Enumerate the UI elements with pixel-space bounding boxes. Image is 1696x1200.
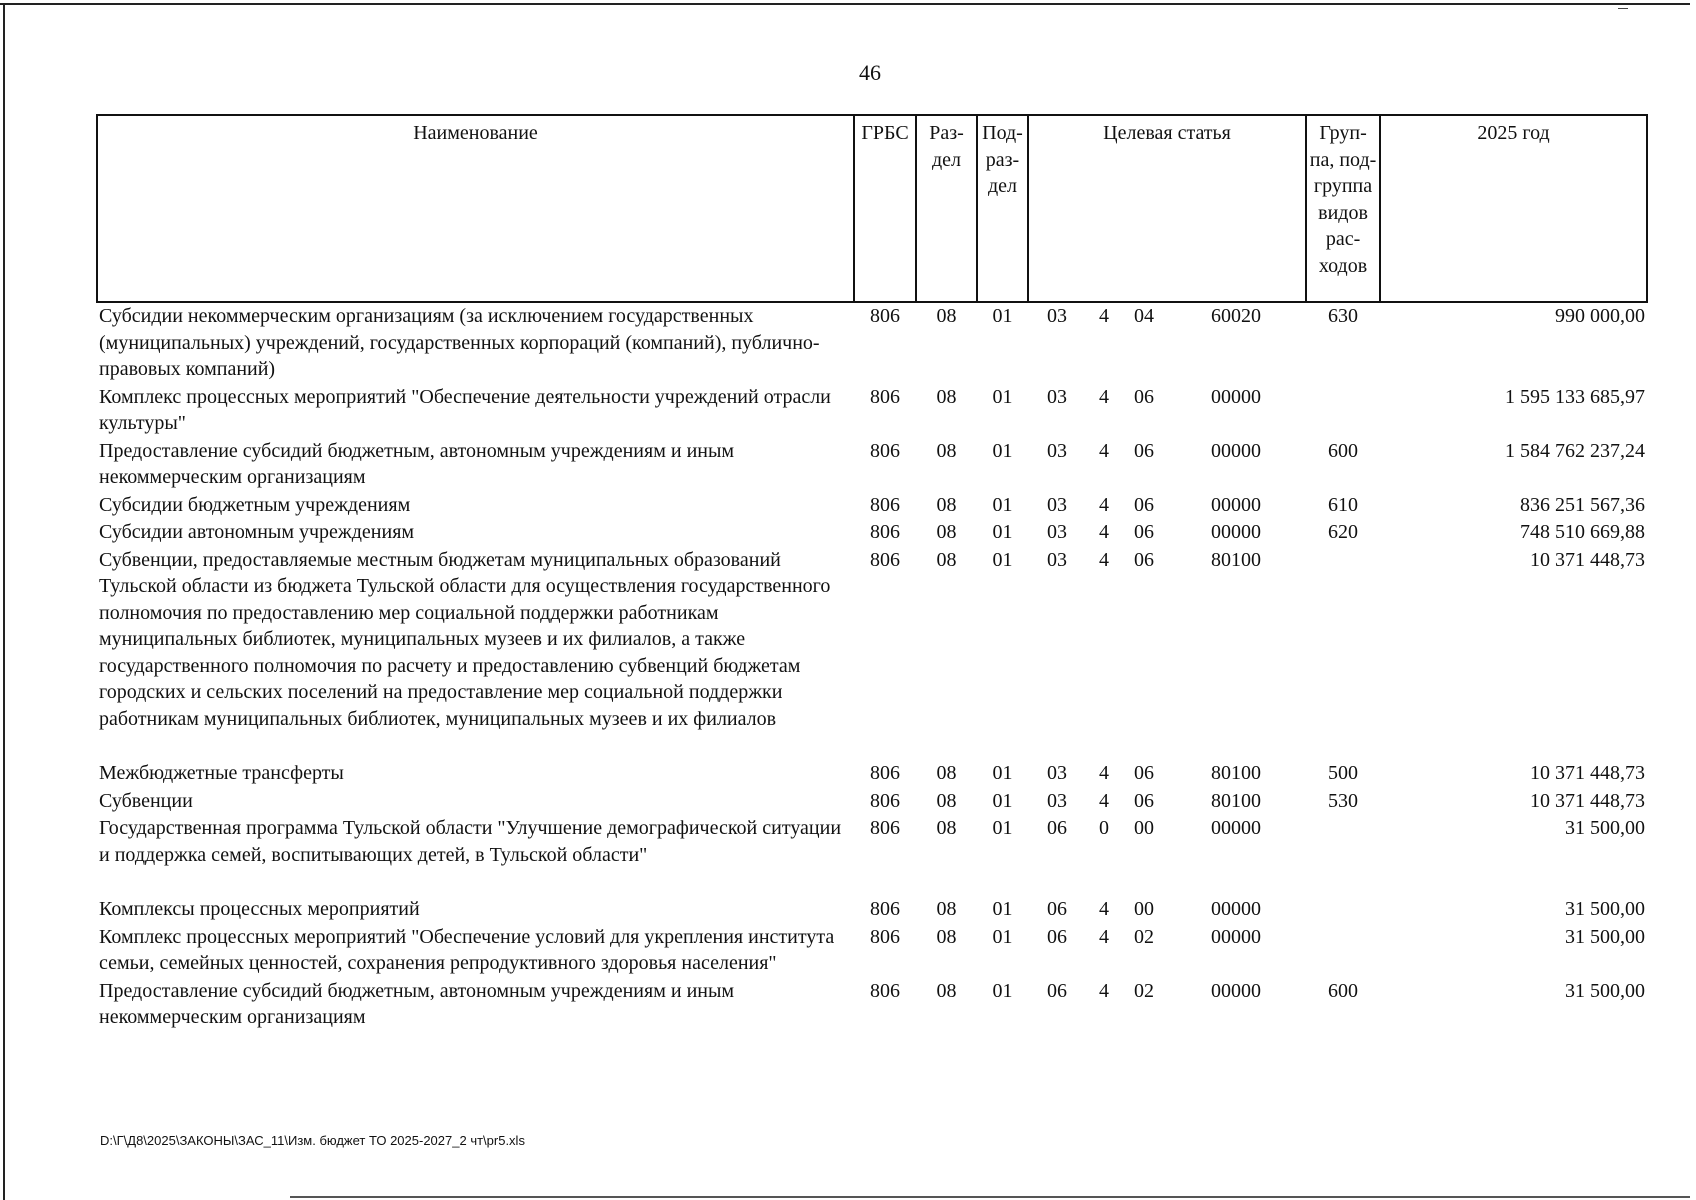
row-expense-group [1306, 547, 1380, 761]
row-name: Субвенции [99, 789, 193, 812]
row-target-direction: 00000 [1211, 898, 1262, 920]
header-grbs: ГРБС [854, 115, 916, 302]
row-grbs: 806 [870, 789, 900, 812]
row-expense-group [1306, 815, 1380, 896]
row-expense-group: 610 [1328, 493, 1359, 516]
row-name: Предоставление субсидий бюджетным, автономным учреждениям и иным некоммерческим организациям [99, 979, 735, 1028]
row-amount: 31 500,00 [1565, 979, 1646, 1002]
page-number: 46 [859, 60, 881, 85]
row-grbs: 806 [870, 979, 900, 1002]
row-target-direction: 00000 [1211, 817, 1262, 839]
row-target-subprogram: 06 [1134, 789, 1154, 812]
row-target-program: 03 [1047, 439, 1067, 462]
row-razdel: 08 [936, 817, 957, 839]
row-amount: 10 371 448,73 [1530, 548, 1646, 571]
row-target-program: 03 [1047, 385, 1067, 408]
row-razdel: 08 [936, 385, 957, 408]
row-expense-group: 620 [1328, 521, 1359, 543]
table-row [97, 519, 1647, 547]
table-row [97, 978, 1647, 1032]
row-expense-group: 500 [1328, 762, 1359, 784]
row-target-program: 06 [1047, 898, 1067, 920]
row-target-type: 4 [1099, 898, 1109, 920]
row-target-program: 03 [1047, 789, 1067, 812]
row-podrazdel: 01 [992, 493, 1013, 516]
table-row [97, 788, 1647, 816]
row-podrazdel: 01 [992, 521, 1013, 543]
table-row [97, 384, 1647, 438]
header-row [97, 115, 1647, 302]
row-podrazdel: 01 [992, 305, 1013, 327]
table-row [97, 302, 1647, 384]
row-grbs: 806 [870, 439, 900, 462]
row-podrazdel: 01 [992, 385, 1013, 408]
row-razdel: 08 [936, 979, 957, 1002]
row-target-direction: 00000 [1211, 979, 1262, 1002]
row-target-subprogram: 06 [1134, 439, 1154, 462]
row-target-type: 4 [1099, 521, 1109, 543]
row-target-direction: 00000 [1211, 385, 1262, 408]
row-target-type: 4 [1099, 493, 1109, 516]
row-grbs: 806 [870, 817, 900, 839]
row-name: Субсидии автономным учреждениям [99, 521, 415, 543]
row-target-subprogram: 06 [1134, 385, 1154, 408]
row-target-subprogram: 06 [1134, 521, 1154, 543]
row-podrazdel: 01 [992, 979, 1013, 1002]
row-name: Государственная программа Тульской области "Улучшение демографической ситуации и поддержка семей, воспитывающих детей, в Тульской области" [99, 817, 842, 866]
row-amount: 1 595 133 685,97 [1505, 385, 1646, 408]
table-row [97, 896, 1647, 924]
row-target-type: 0 [1099, 817, 1109, 839]
row-podrazdel: 01 [992, 925, 1013, 948]
row-expense-group: 600 [1328, 979, 1359, 1002]
row-razdel: 08 [936, 789, 957, 812]
row-amount: 10 371 448,73 [1530, 789, 1646, 812]
scan-edge-left [3, 3, 5, 1200]
row-target-direction: 00000 [1211, 439, 1262, 462]
scan-edge-top [0, 3, 1690, 5]
row-target-direction: 60020 [1211, 305, 1262, 327]
row-name: Межбюджетные трансферты [99, 762, 344, 784]
row-target-type: 4 [1099, 305, 1109, 327]
row-target-type: 4 [1099, 439, 1109, 462]
row-target-type: 4 [1099, 385, 1109, 408]
row-amount: 31 500,00 [1565, 925, 1646, 948]
row-target-type: 4 [1099, 979, 1109, 1002]
row-podrazdel: 01 [992, 789, 1013, 812]
row-razdel: 08 [936, 548, 957, 571]
header-year: 2025 год [1380, 115, 1647, 302]
file-path-footer: D:\Г\Д8\2025\ЗАКОНЫ\ЗАС_11\Изм. бюджет ТО 2025-2027_2 чт\pr5.xls [100, 1133, 525, 1148]
row-target-subprogram: 06 [1134, 548, 1154, 571]
row-target-subprogram: 02 [1134, 979, 1154, 1002]
row-razdel: 08 [936, 521, 957, 543]
row-podrazdel: 01 [992, 548, 1013, 571]
row-amount: 1 584 762 237,24 [1505, 439, 1646, 462]
row-amount: 10 371 448,73 [1530, 762, 1646, 784]
row-podrazdel: 01 [992, 762, 1013, 784]
row-target-direction: 80100 [1211, 789, 1262, 812]
row-target-subprogram: 06 [1134, 493, 1154, 516]
row-name: Предоставление субсидий бюджетным, автономным учреждениям и иным некоммерческим организациям [99, 439, 735, 488]
row-razdel: 08 [936, 493, 957, 516]
row-target-type: 4 [1099, 548, 1109, 571]
row-target-program: 03 [1047, 762, 1067, 784]
row-target-subprogram: 02 [1134, 925, 1154, 948]
row-expense-group [1306, 384, 1380, 438]
row-target-type: 4 [1099, 789, 1109, 812]
row-podrazdel: 01 [992, 898, 1013, 920]
row-expense-group [1306, 924, 1380, 978]
row-name: Субсидии бюджетным учреждениям [99, 493, 411, 516]
row-amount: 31 500,00 [1565, 898, 1646, 920]
row-target-direction: 00000 [1211, 493, 1262, 516]
budget-table [96, 114, 1648, 1032]
row-razdel: 08 [936, 898, 957, 920]
table-row [97, 760, 1647, 788]
row-expense-group: 600 [1328, 439, 1359, 462]
scan-edge-bottom [290, 1196, 1690, 1198]
row-target-direction: 80100 [1211, 762, 1262, 784]
row-target-direction: 00000 [1211, 521, 1262, 543]
row-grbs: 806 [870, 305, 900, 327]
row-target-program: 06 [1047, 979, 1067, 1002]
row-grbs: 806 [870, 898, 900, 920]
table-row [97, 924, 1647, 978]
header-name: Наименование [97, 115, 854, 302]
header-target-article: Целевая статья [1028, 115, 1306, 302]
header-podrazdel: Под-раз-дел [977, 115, 1028, 302]
row-target-type: 4 [1099, 925, 1109, 948]
row-grbs: 806 [870, 521, 900, 543]
row-target-subprogram: 00 [1134, 898, 1154, 920]
row-name: Субвенции, предоставляемые местным бюджетам муниципальных образований Тульской области из бюджета Тульской области для осуществления государственного полномочия по предоставлению мер социальной поддержки работникам муниципальных библиотек, муниципальных музеев и их филиалов, а также государственного полномочия по расчету и предоставлению субвенций бюджетам городских и сельских поселений на предоставление мер социальной поддержки работникам муниципальных библиотек, муниципальных музеев и их филиалов [99, 548, 831, 730]
row-target-program: 03 [1047, 305, 1067, 327]
row-amount: 836 251 567,36 [1520, 493, 1646, 516]
row-target-program: 06 [1047, 817, 1067, 839]
row-podrazdel: 01 [992, 439, 1013, 462]
row-target-program: 03 [1047, 493, 1067, 516]
row-grbs: 806 [870, 762, 900, 784]
row-razdel: 08 [936, 925, 957, 948]
row-amount: 990 000,00 [1555, 305, 1646, 327]
row-target-subprogram: 04 [1134, 305, 1154, 327]
row-expense-group: 630 [1328, 305, 1359, 327]
scan-mark [1618, 8, 1628, 9]
row-grbs: 806 [870, 548, 900, 571]
row-expense-group: 530 [1328, 789, 1359, 812]
row-razdel: 08 [936, 762, 957, 784]
row-amount: 748 510 669,88 [1520, 521, 1646, 543]
row-amount: 31 500,00 [1565, 817, 1646, 839]
header-razdel: Раз-дел [916, 115, 977, 302]
row-target-direction: 80100 [1211, 548, 1262, 571]
table-row [97, 492, 1647, 520]
row-grbs: 806 [870, 925, 900, 948]
table-row [97, 438, 1647, 492]
row-target-type: 4 [1099, 762, 1109, 784]
row-razdel: 08 [936, 305, 957, 327]
row-target-program: 03 [1047, 548, 1067, 571]
row-target-subprogram: 00 [1134, 817, 1154, 839]
header-expense-group: Груп-па, под-группа видов рас-ходов [1306, 115, 1380, 302]
row-podrazdel: 01 [992, 817, 1013, 839]
row-razdel: 08 [936, 439, 957, 462]
table-row [97, 815, 1647, 896]
row-grbs: 806 [870, 385, 900, 408]
row-target-program: 06 [1047, 925, 1067, 948]
row-grbs: 806 [870, 493, 900, 516]
row-target-subprogram: 06 [1134, 762, 1154, 784]
row-target-program: 03 [1047, 521, 1067, 543]
row-name: Комплекс процессных мероприятий "Обеспечение деятельности учреждений отрасли культуры" [99, 385, 831, 434]
row-name: Комплексы процессных мероприятий [99, 898, 420, 920]
row-name: Комплекс процессных мероприятий "Обеспечение условий для укрепления института семьи, семейных ценностей, сохранения репродуктивного здоровья населения" [99, 925, 835, 974]
table-row [97, 547, 1647, 761]
row-target-direction: 00000 [1211, 925, 1262, 948]
row-name: Субсидии некоммерческим организациям (за исключением государственных (муниципальных) учреждений, государственных корпораций (компаний), публично-правовых компаний) [99, 305, 820, 380]
row-expense-group [1306, 896, 1380, 924]
